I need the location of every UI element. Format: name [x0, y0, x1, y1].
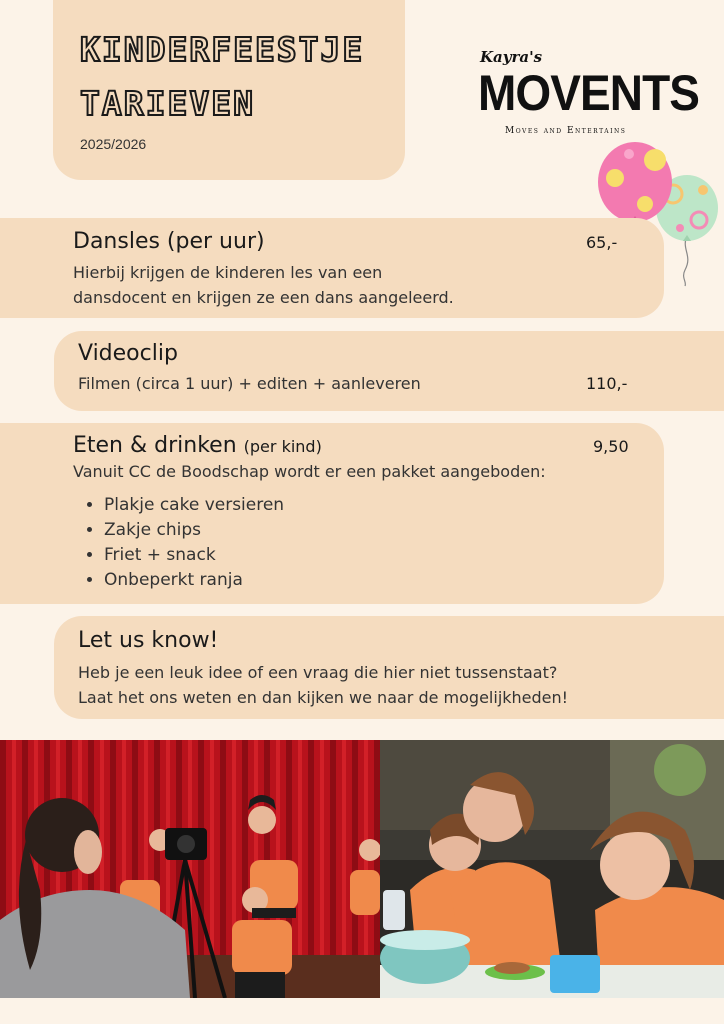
dansles-line-2: dansdocent en krijgen ze een dans aangeleerd.: [73, 288, 454, 307]
photo-dance-filming: [0, 740, 380, 998]
dansles-title: Dansles (per uur): [73, 229, 265, 254]
title-line-1: KINDERFEESTJE: [80, 30, 365, 69]
contact-title: Let us know!: [78, 628, 219, 653]
year-label: 2025/2026: [80, 136, 147, 152]
list-item: • Friet + snack: [104, 543, 284, 568]
logo-tagline: Moves and Entertains: [505, 126, 627, 136]
eten-title-suffix: (per kind): [243, 437, 322, 456]
videoclip-title: Videoclip: [78, 341, 178, 366]
eten-title-main: Eten & drinken: [73, 433, 237, 458]
eten-title: [73, 433, 322, 458]
logo-name: MOVENTS: [478, 65, 700, 121]
videoclip-price: 110,-: [586, 374, 628, 393]
list-item: • Onbeperkt ranja: [104, 568, 284, 593]
list-item: • Zakje chips: [104, 518, 284, 543]
dansles-price: 65,-: [586, 233, 618, 252]
dansles-line-1: Hierbij krijgen de kinderen les van een: [73, 263, 383, 282]
eten-price: 9,50: [593, 437, 629, 456]
contact-line-2: Laat het ons weten en dan kijken we naar de mogelijkheden!: [78, 688, 569, 707]
logo-script: Kayra's: [480, 48, 543, 66]
title-line-2: TARIEVEN: [80, 84, 255, 123]
eten-intro: Vanuit CC de Boodschap wordt er een pakket aangeboden:: [73, 462, 546, 481]
contact-line-1: Heb je een leuk idee of een vraag die hier niet tussenstaat?: [78, 663, 558, 682]
eten-items-list: [86, 493, 284, 593]
photo-kids-eating: [380, 740, 724, 998]
list-item: • Plakje cake versieren: [104, 493, 284, 518]
videoclip-text: Filmen (circa 1 uur) + editen + aanleveren: [78, 374, 421, 393]
